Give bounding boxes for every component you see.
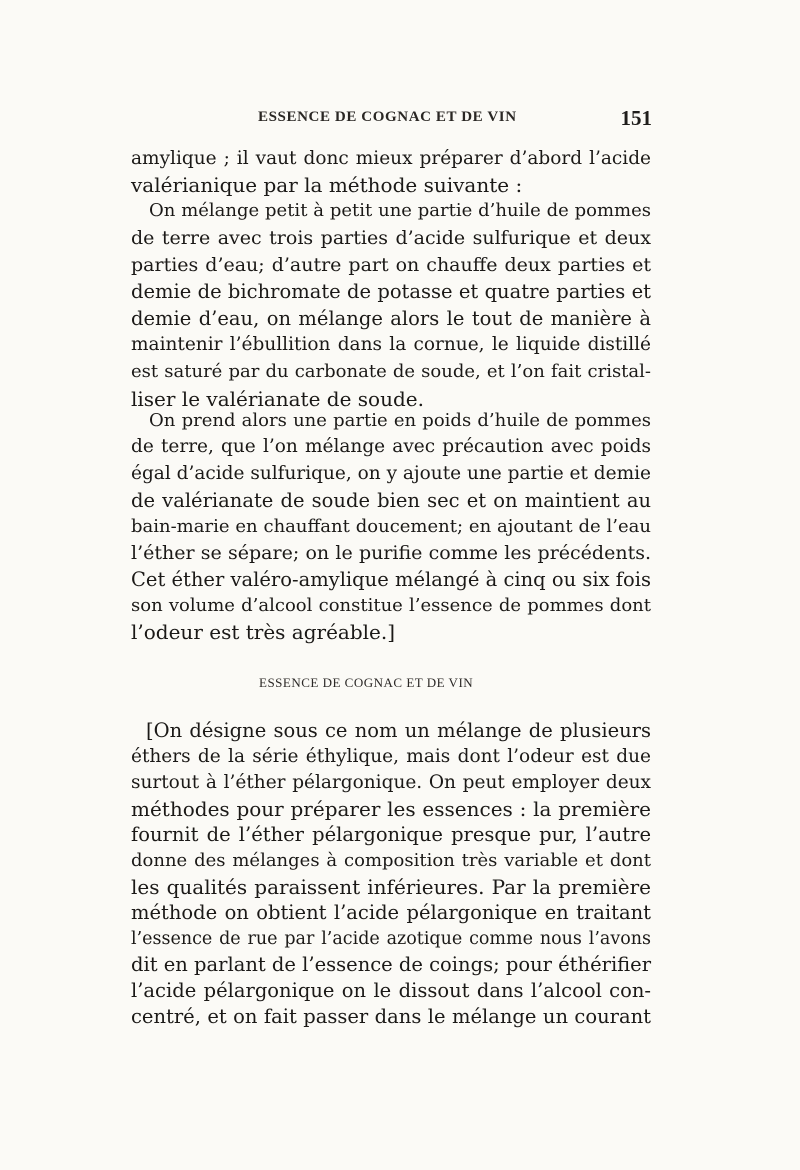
text-line: bain-marie en chauffant doucement; en ajoutant de l’eau (131, 516, 651, 537)
page-header (258, 106, 652, 130)
text-line: donne des mélanges à composition très variable et dont (131, 850, 651, 871)
text-line: de terre avec trois parties d’acide sulfurique et deux (131, 227, 651, 249)
text-line: l’éther se sépare; on le purifie comme les précédents. (131, 542, 651, 564)
text-line: amylique ; il vaut donc mieux préparer d’abord l’acide (131, 148, 651, 169)
text-line: l’essence de rue par l’acide azotique comme nous l’avons (131, 929, 651, 949)
text-line: Cet éther valéro-amylique mélangé à cinq ou six fois (131, 568, 651, 591)
text-line: l’acide pélargonique on le dissout dans l’alcool con- (131, 979, 651, 1002)
text-line: demie d’eau, on mélange alors le tout de manière à (131, 307, 651, 330)
section-heading: ESSENCE DE COGNAC ET DE VIN (259, 675, 474, 690)
text-line: [On désigne sous ce nom un mélange de plusieurs (146, 719, 651, 742)
text-line: demie de bichromate de potasse et quatre parties et (131, 280, 651, 303)
text-line: valérianique par la méthode suivante : (131, 173, 523, 197)
text-line: méthode on obtient l’acide pélargonique en traitant (131, 901, 651, 924)
text-line: centré, et on fait passer dans le mélange un courant (131, 1005, 651, 1028)
text-line: les qualités paraissent inférieures. Par la première (131, 875, 651, 899)
text-line: l’odeur est très agréable.] (131, 620, 396, 644)
text-line: parties d’eau; d’autre part on chauffe deux parties et (131, 254, 651, 276)
text-line: liser le valérianate de soude. (131, 387, 424, 411)
text-line: de terre, que l’on mélange avec précaution avec poids (131, 436, 651, 457)
text-line: dit en parlant de l’essence de coings; pour éthérifier (131, 953, 652, 976)
page-number: 151 (620, 106, 652, 130)
text-line: éthers de la série éthylique, mais dont l’odeur est due (131, 746, 651, 767)
text-line: maintenir l’ébullition dans la cornue, le liquide distillé (131, 334, 651, 355)
text-line: égal d’acide sulfurique, on y ajoute une partie et demie (131, 463, 651, 484)
running-title: ESSENCE DE COGNAC ET DE VIN (258, 109, 517, 125)
text-line: de valérianate de soude bien sec et on maintient au (131, 489, 651, 512)
text-line: son volume d’alcool constitue l’essence de pommes dont (131, 595, 651, 616)
text-line: On mélange petit à petit une partie d’huile de pommes (149, 200, 651, 221)
text-line: est saturé par du carbonate de soude, et l’on fait cristal- (131, 361, 651, 382)
text-line: On prend alors une partie en poids d’huile de pommes (149, 410, 651, 431)
text-line: méthodes pour préparer les essences : la première (131, 797, 651, 821)
text-line: surtout à l’éther pélargonique. On peut employer deux (131, 772, 651, 793)
text-line: fournit de l’éther pélargonique presque pur, l’autre (131, 823, 651, 846)
